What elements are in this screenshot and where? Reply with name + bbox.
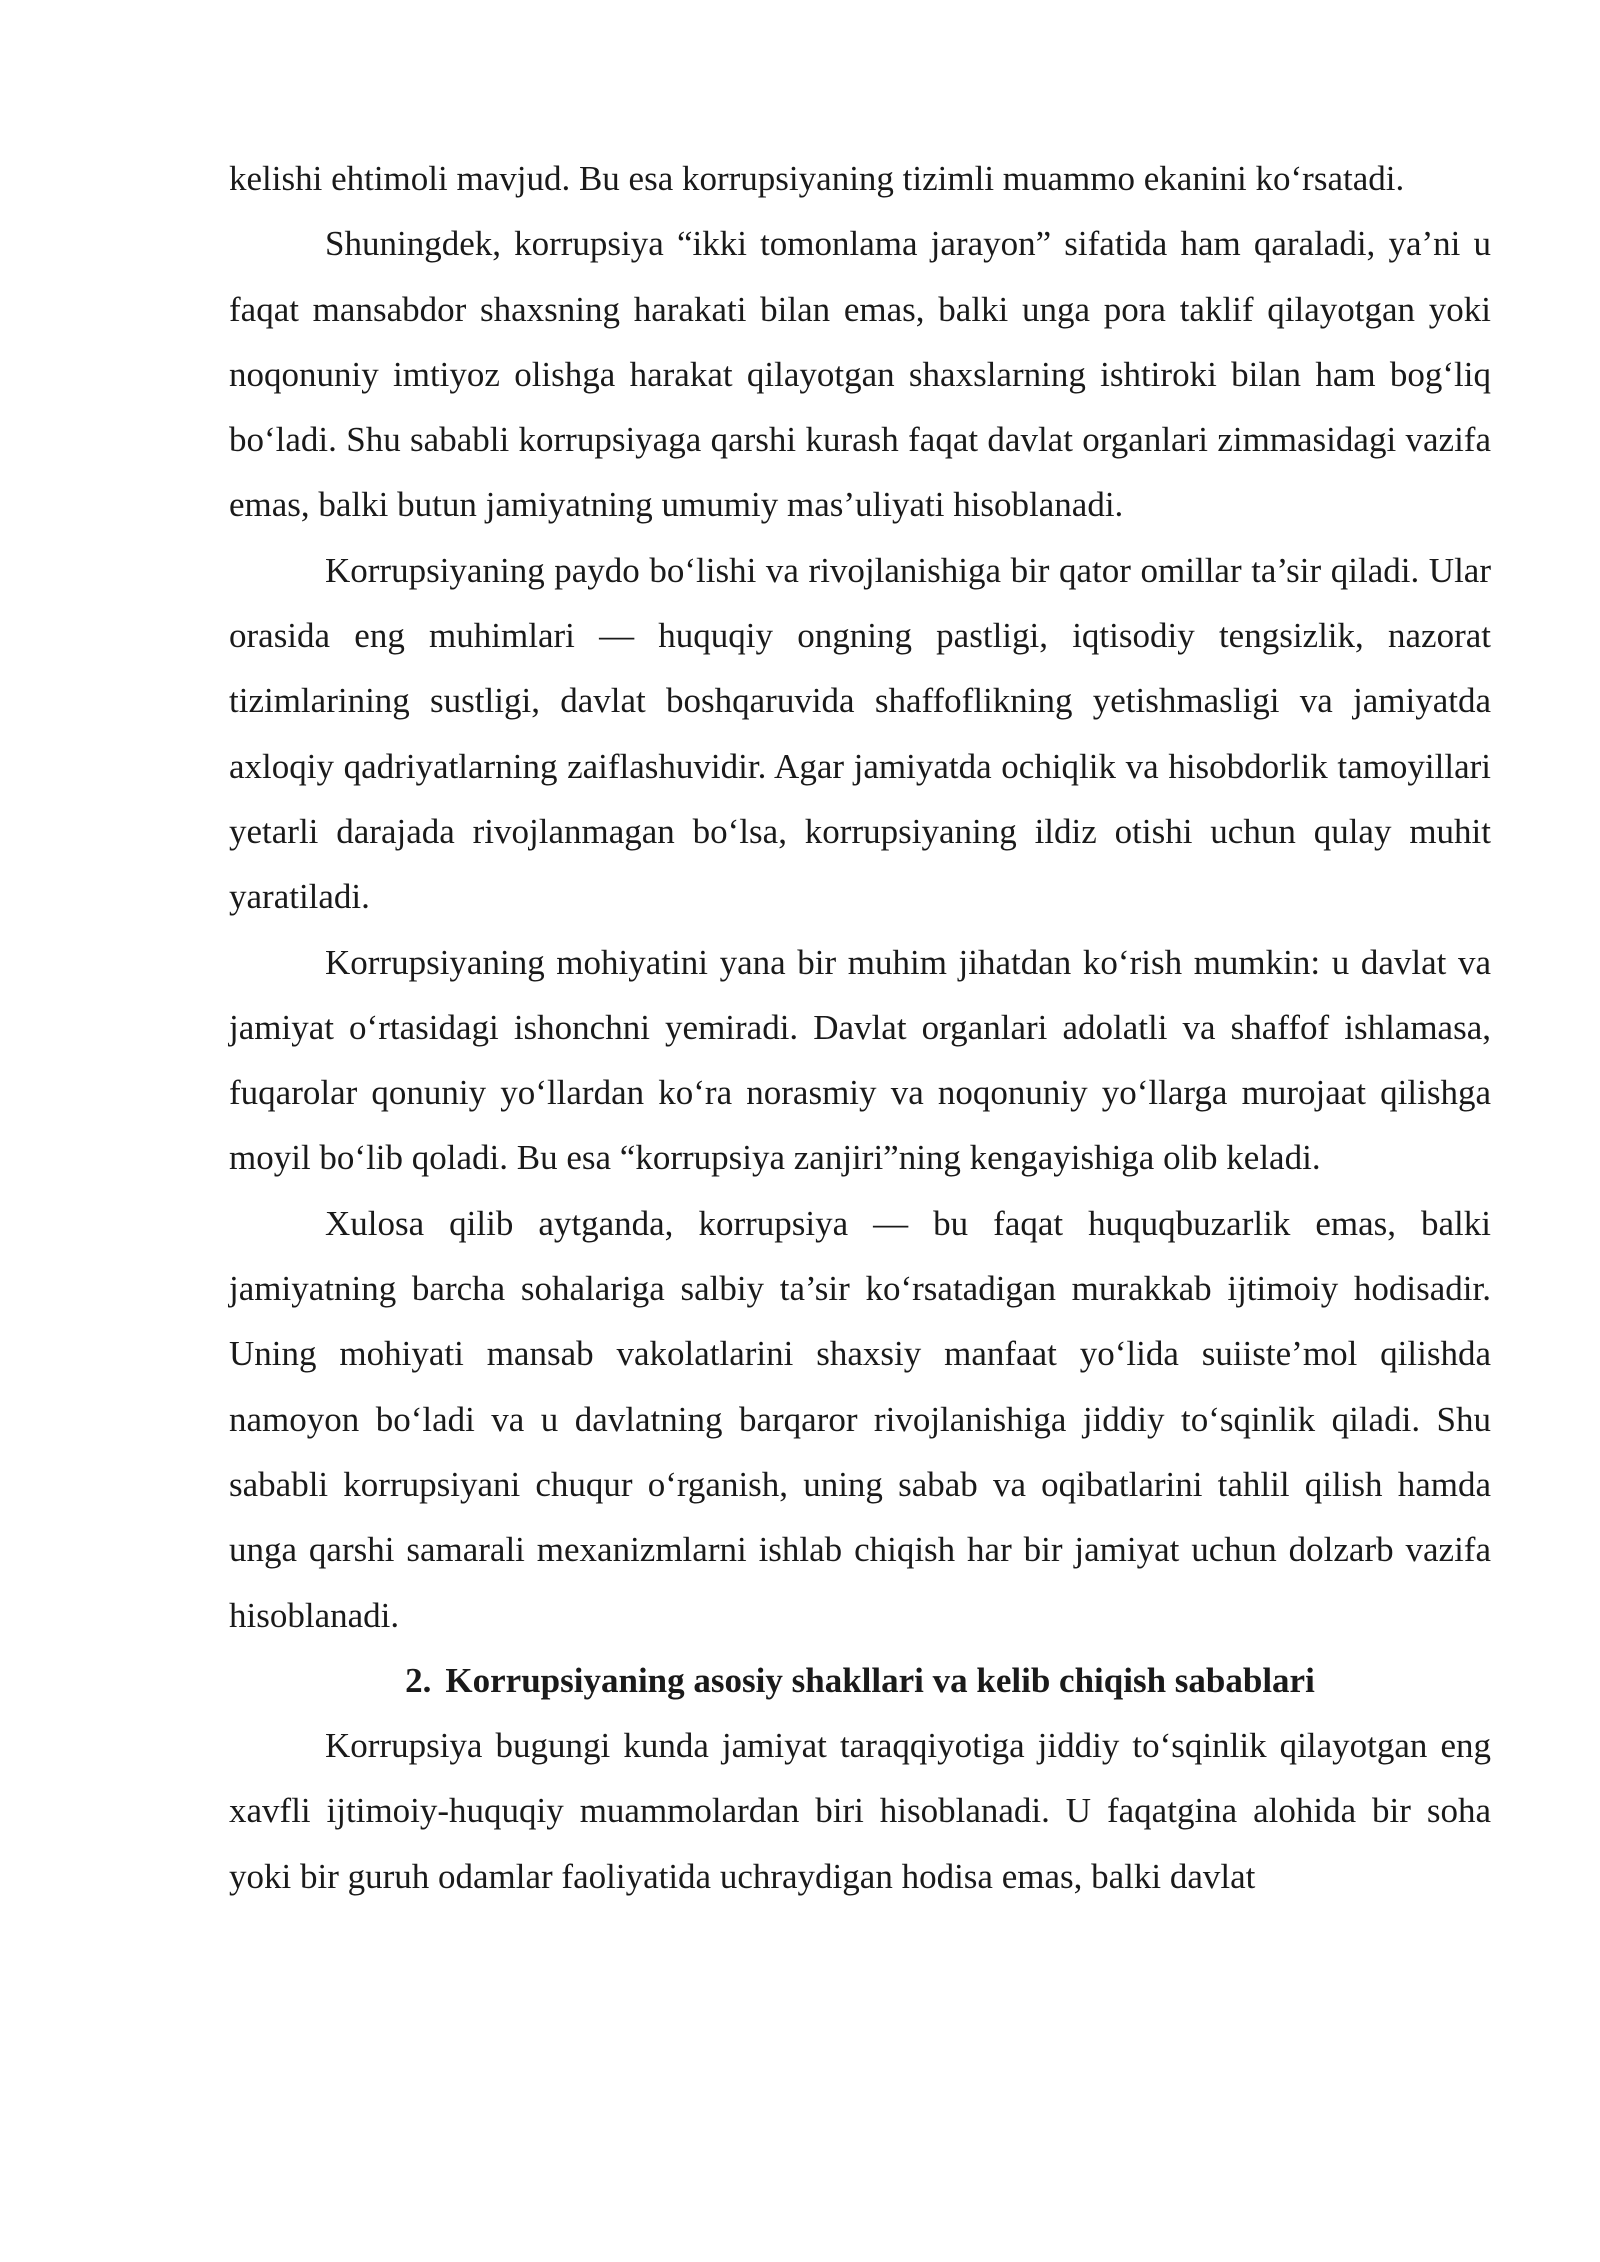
section-heading [229, 1648, 1491, 1713]
paragraph-continued: kelishi ehtimoli mavjud. Bu esa korrupsiyaning tizimli muammo ekanini koʻrsatadi. [229, 159, 1405, 198]
section-number: 2. [405, 1660, 432, 1700]
paragraph: Shuningdek, korrupsiya “ikki tomonlama jarayon” sifatida ham qaraladi, ya’ni u faqat mansabdor shaxsning harakati bilan emas, balki unga pora taklif qilayotgan yoki noqonuniy imtiyoz olishga harakat qilayotgan shaxslarning ishtiroki bilan ham bogʻliq boʻladi. Shu sababli korrupsiyaga qarshi kurash faqat davlat organlari zimmasidagi vazifa emas, balki butun jamiyatning umumiy mas’uliyati hisoblanadi. [229, 224, 1491, 525]
document-page [229, 146, 1491, 1909]
paragraph: Xulosa qilib aytganda, korrupsiya — bu faqat huquqbuzarlik emas, balki jamiyatning barcha sohalariga salbiy ta’sir koʻrsatadigan murakkab ijtimoiy hodisadir. Uning mohiyati mansab vakolatlarini shaxsiy manfaat yoʻlida suiiste’mol qilishda namoyon boʻladi va u davlatning barqaror rivojlanishiga jiddiy toʻsqinlik qiladi. Shu sababli korrupsiyani chuqur oʻrganish, uning sabab va oqibatlarini tahlil qilish hamda unga qarshi samarali mexanizmlarni ishlab chiqish har bir jamiyat uchun dolzarb vazifa hisoblanadi. [229, 1203, 1491, 1635]
section-title: Korrupsiyaning asosiy shakllari va kelib chiqish sabablari [445, 1660, 1315, 1700]
paragraph: Korrupsiyaning mohiyatini yana bir muhim jihatdan koʻrish mumkin: u davlat va jamiyat oʻrtasidagi ishonchni yemiradi. Davlat organlari adolatli va shaffof ishlamasa, fuqarolar qonuniy yoʻllardan koʻra norasmiy va noqonuniy yoʻllarga murojaat qilishga moyil boʻlib qoladi. Bu esa “korrupsiya zanjiri”ning kengayishiga olib keladi. [229, 942, 1491, 1178]
paragraph: Korrupsiya bugungi kunda jamiyat taraqqiyotiga jiddiy toʻsqinlik qilayotgan eng xavfli ijtimoiy-huquqiy muammolardan biri hisoblanadi. U faqatgina alohida bir soha yoki bir guruh odamlar faoliyatida uchraydigan hodisa emas, balki davlat [229, 1726, 1491, 1896]
paragraph: Korrupsiyaning paydo boʻlishi va rivojlanishiga bir qator omillar ta’sir qiladi. Ular orasida eng muhimlari — huquqiy ongning pastligi, iqtisodiy tengsizlik, nazorat tizimlarining sustligi, davlat boshqaruvida shaffoflikning yetishmasligi va jamiyatda axloqiy qadriyatlarning zaiflashuvidir. Agar jamiyatda ochiqlik va hisobdorlik tamoyillari yetarli darajada rivojlanmagan boʻlsa, korrupsiyaning ildiz otishi uchun qulay muhit yaratiladi. [229, 550, 1491, 917]
